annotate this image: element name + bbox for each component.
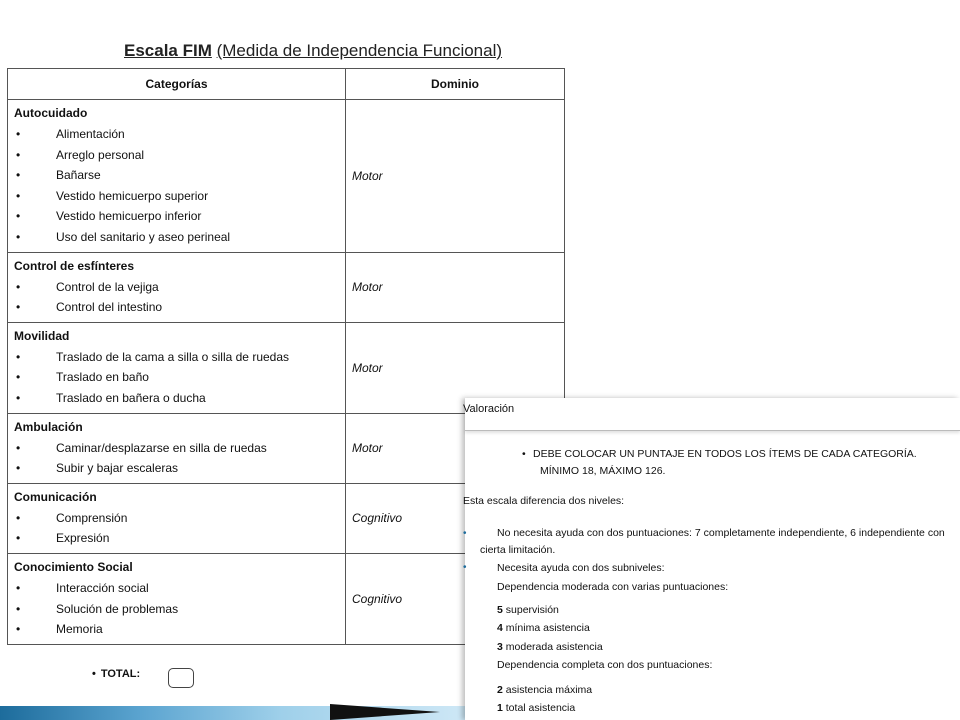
list-item: • Subir y bajar escaleras [14, 458, 340, 479]
level1-line2: cierta limitación. [480, 544, 556, 556]
domain-cell: Motor [346, 322, 565, 413]
total-label: TOTAL: [100, 668, 141, 680]
category-name: Control de esfínteres [14, 258, 135, 273]
list-item: • Caminar/desplazarse en silla de ruedas [14, 438, 340, 459]
score-1 [497, 702, 575, 714]
domain-cell: Cognitivo [346, 483, 565, 553]
list-item: • Expresión [14, 528, 340, 549]
score-text: supervisión [505, 604, 559, 616]
score-number: 1 [497, 702, 503, 714]
total-input[interactable] [168, 668, 194, 688]
category-cell [8, 413, 346, 483]
title-rest: (Medida de Independencia Funcional) [216, 41, 503, 60]
moderate-text: Dependencia moderada con varias puntuaciones: [497, 581, 729, 593]
domain-cell: Motor [346, 100, 565, 253]
bullet-icon: • [463, 528, 467, 539]
list-item: • Traslado en bañera o ducha [14, 388, 340, 409]
valoracion-header [465, 398, 960, 431]
table-row [8, 100, 565, 253]
table-row [8, 252, 565, 322]
score-number: 4 [497, 622, 503, 634]
complete-text: Dependencia completa con dos puntuaciones: [497, 659, 713, 671]
category-name: Comunicación [14, 489, 97, 504]
domain-cell: Motor [346, 413, 565, 483]
category-cell [8, 553, 346, 644]
list-item: • Alimentación [14, 124, 340, 145]
category-name: Conocimiento Social [14, 559, 133, 574]
score-text: mínima asistencia [505, 622, 590, 634]
list-item: • Uso del sanitario y aseo perineal [14, 227, 340, 248]
intro-text: Esta escala diferencia dos niveles: [463, 495, 625, 507]
score-4 [497, 622, 590, 634]
score-number: 3 [497, 641, 503, 653]
score-3 [497, 641, 603, 653]
category-name: Movilidad [14, 328, 70, 343]
total-label-group [92, 668, 140, 680]
table-header-row [8, 69, 565, 100]
domain-cell: Motor [346, 252, 565, 322]
score-5 [497, 604, 559, 616]
bullet-icon: • [92, 668, 96, 680]
list-item: • Vestido hemicuerpo inferior [14, 206, 340, 227]
category-cell [8, 252, 346, 322]
valoracion-heading: Valoración [463, 403, 515, 415]
list-item: • Traslado de la cama a silla o silla de ruedas [14, 347, 340, 368]
category-cell [8, 483, 346, 553]
header-categorias: Categorías [8, 69, 346, 100]
decorative-wedge [330, 704, 440, 720]
list-item: • Solución de problemas [14, 599, 340, 620]
score-text: asistencia máxima [505, 684, 593, 696]
score-2 [497, 684, 592, 696]
list-item: • Control de la vejiga [14, 277, 340, 298]
level2-text: Necesita ayuda con dos subniveles: [497, 562, 665, 574]
list-item: • Vestido hemicuerpo superior [14, 186, 340, 207]
list-item: • Bañarse [14, 165, 340, 186]
header-dominio: Dominio [346, 69, 565, 100]
list-item: • Arreglo personal [14, 145, 340, 166]
title-bold: Escala FIM [124, 41, 212, 60]
category-name: Autocuidado [14, 106, 88, 120]
domain-cell: Cognitivo [346, 553, 565, 644]
bullet-icon: • [463, 562, 467, 573]
page-title [124, 41, 502, 61]
list-item: • Traslado en baño [14, 367, 340, 388]
category-cell [8, 322, 346, 413]
score-number: 5 [497, 604, 503, 616]
score-text: total asistencia [505, 702, 576, 714]
category-name: Ambulación [14, 419, 83, 434]
score-number: 2 [497, 684, 503, 696]
list-item: • Comprensión [14, 508, 340, 529]
instruction-line2: MÍNIMO 18, MÁXIMO 126. [540, 465, 666, 477]
level1-line1: No necesita ayuda con dos puntuaciones: 7 completamente independiente, 6 independiente con [497, 527, 945, 539]
valoracion-panel [465, 398, 960, 720]
score-text: moderada asistencia [505, 641, 603, 653]
list-item: • Interacción social [14, 578, 340, 599]
category-cell [8, 100, 346, 253]
list-item: • Memoria [14, 619, 340, 640]
list-item: • Control del intestino [14, 297, 340, 318]
instruction-line1: • DEBE COLOCAR UN PUNTAJE EN TODOS LOS ÍTEMS DE CADA CATEGORÍA. [533, 448, 917, 460]
